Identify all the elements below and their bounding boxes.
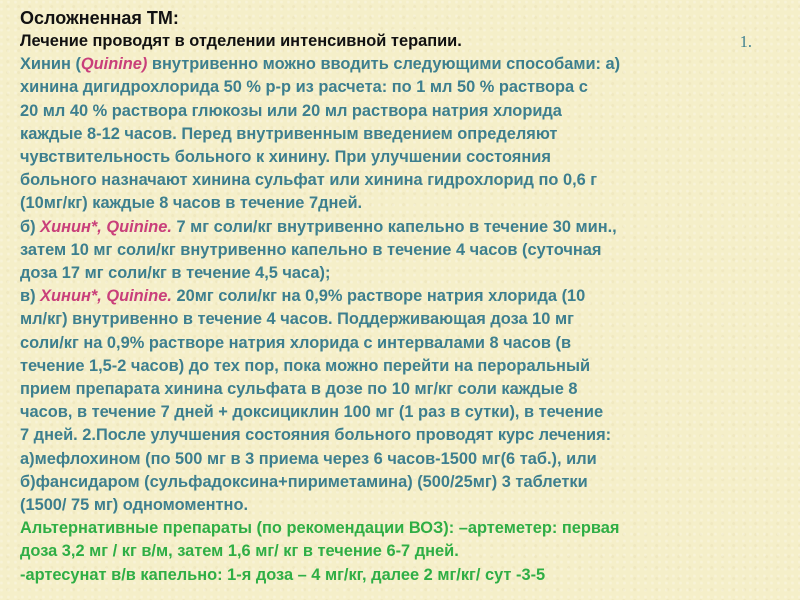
text: в) [20,287,41,306]
text-intro: Лечение проводят в отделении интенсивной терапии. [20,32,462,50]
text-line: (10мг/кг) каждые 8 часов в течение 7дней. [20,194,363,213]
text-line: (1500/ 75 мг) одномоментно. [20,496,249,515]
text-line: течение 1,5-2 часов) до тех пор, пока можно перейти на пероральный [20,356,591,375]
text-line: доза 17 мг соли/кг в течение 4,5 часа); [20,264,331,283]
text-line: а)мефлохином (по 500 мг в 3 приема через 6 часов-1500 мг(6 таб.), или [20,449,597,468]
text-line: мл/кг) внутривенно в течение 4 часов. Поддерживающая доза 10 мг [20,310,574,329]
text-line: больного назначают хинина сульфат или хинина гидрохлорид по 0,6 г [20,171,598,190]
text-line: прием препарата хинина сульфата в дозе по 10 мг/кг соли каждые 8 [20,380,578,399]
text: 20мг соли/кг на 0,9% растворе натрия хлорида (10 [171,287,586,306]
text-line [20,285,790,308]
drug-name: Quinine) [80,55,148,74]
text-line: доза 3,2 мг / кг в/м, затем 1,6 мг/ кг в течение 6-7 дней. [20,542,459,561]
text-line: б)фансидаром (сульфадоксина+пириметамина) (500/25мг) 3 таблетки [20,472,588,491]
text-line: -артесунат в/в капельно: 1-я доза – 4 мг/кг, далее 2 мг/кг/ сут -3-5 [20,565,546,584]
text-line: затем 10 мг соли/кг внутривенно капельно в течение 4 часов (суточная [20,240,602,259]
text-line: каждые 8-12 часов. Перед внутривенным введением определяют [20,124,558,143]
text-line [20,216,790,239]
text-line [20,53,790,76]
drug-name: Хинин*, Quinine. [40,287,172,306]
slide-title: Осложненная ТМ: [20,8,179,28]
text-line: Альтернативные препараты (по рекомендации ВОЗ): –артеметер: первая [20,519,620,538]
text-line: хинина дигидрохлорида 50 % р-р из расчета: по 1 мл 50 % раствора с [20,78,588,97]
text-line: часов, в течение 7 дней + доксициклин 100 мг (1 раз в сутки), в течение [20,403,604,422]
list-number: 1. [739,32,752,51]
text-line: чувствительность больного к хинину. При улучшении состояния [20,148,551,167]
text-line: 20 мл 40 % раствора глюкозы или 20 мл раствора натрия хлорида [20,101,562,120]
drug-name: Хинин*, Quinine. [40,217,172,236]
text-line: соли/кг на 0,9% растворе натрия хлорида с интервалами 8 часов (в [20,333,572,352]
text-line: 7 дней. 2.После улучшения состояния больного проводят курс лечения: [20,426,612,445]
text: 7 мг соли/кг внутривенно капельно в течение 30 мин., [171,217,617,236]
text: б) [20,217,41,236]
text: внутривенно можно вводить следующими способами: а) [147,55,621,74]
text-line [20,30,790,53]
text: Хинин ( [20,55,81,74]
